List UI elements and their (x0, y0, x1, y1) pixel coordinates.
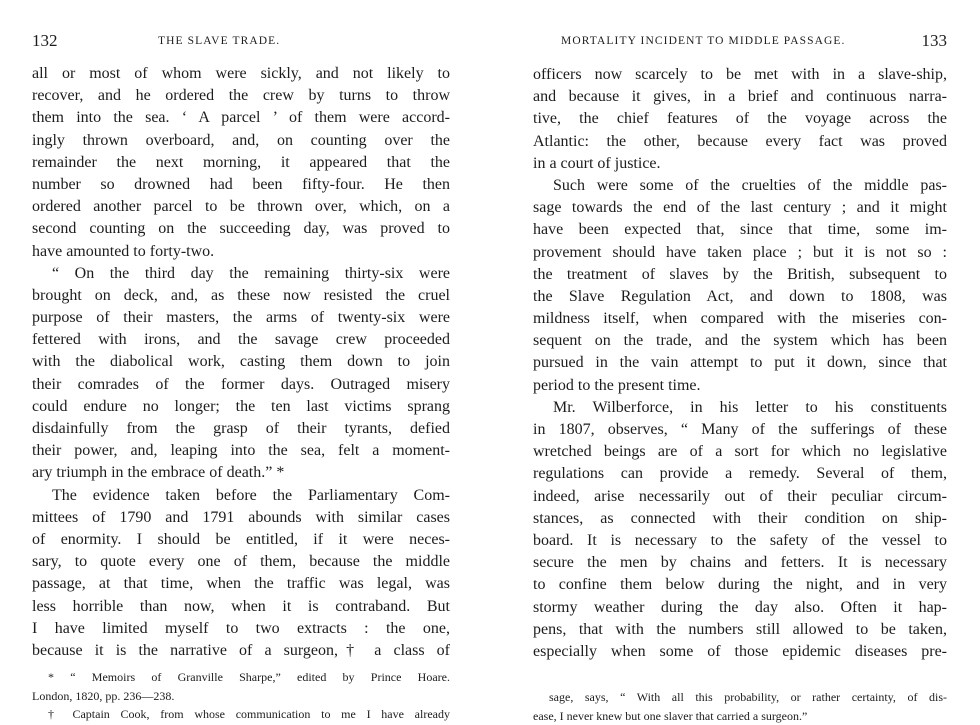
page-number: 132 (32, 31, 58, 51)
text-line: I have limited myself to two extracts : the one, (32, 618, 450, 640)
text-line: because it is the narrative of a surgeon,† a class of (32, 640, 450, 662)
text-line: period to the present time. (533, 375, 947, 397)
text-line: brought on deck, and, as these now resisted the cruel (32, 285, 450, 307)
text-line: stances, as connected with their condition on ship- (533, 508, 947, 530)
footnote-line: sage, says, “ With all this probability, or rather certainty, of dis- (533, 688, 947, 707)
text-line: purpose of their masters, the arms of twenty-six were (32, 307, 450, 329)
text-line: pursued in the vain attempt to put it down, since that (533, 352, 947, 374)
text-line: pens, that with the numbers still allowed to be taken, (533, 619, 947, 641)
text-line: especially when some of those epidemic diseases pre- (533, 641, 947, 663)
text-line: sary, to quote every one of them, because the middle (32, 551, 450, 573)
right-page (533, 0, 947, 724)
footnote-line: * “ Memoirs of Granville Sharpe,” edited by Prince Hoare. (32, 668, 450, 687)
text-line: ordered another parcel to be thrown over, which, on a (32, 196, 450, 218)
text-line: have amounted to forty-two. (32, 241, 450, 263)
footnote-line: London, 1820, pp. 236—238. (32, 687, 450, 706)
text-line: with the diabolical work, casting them down to join (32, 351, 450, 373)
body-text (32, 63, 450, 662)
text-line: Atlantic: the other, because every fact was proved (533, 131, 947, 153)
footnotes (32, 668, 450, 724)
text-line: officers now scarcely to be met with in a slave-ship, (533, 64, 947, 86)
body-text (533, 64, 947, 663)
text-line: all or most of whom were sickly, and not likely to (32, 63, 450, 85)
text-line: less horrible than now, when it is contraband. But (32, 596, 450, 618)
text-line: mittees of 1790 and 1791 abounds with similar cases (32, 507, 450, 529)
text-line: passage, at that time, when the traffic was legal, was (32, 573, 450, 595)
text-line: recover, and he ordered the crew by turns to throw (32, 85, 450, 107)
running-head (32, 31, 450, 53)
text-line: sequent on the trade, and the system which has been (533, 330, 947, 352)
text-line: stormy weather during the day also. Often it hap- (533, 597, 947, 619)
text-line: to confine them below during the night, and in very (533, 574, 947, 596)
text-line: disdainfully from the grasp of their tyrants, defied (32, 418, 450, 440)
text-line: indeed, arise necessarily out of their peculiar circum- (533, 486, 947, 508)
text-line: provement should have taken place ; but it is not so : (533, 242, 947, 264)
text-line: the treatment of slaves by the British, subsequent to (533, 264, 947, 286)
page-number: 133 (922, 31, 948, 51)
text-line: board. It is necessary to the safety of the vessel to (533, 530, 947, 552)
text-line: Such were some of the cruelties of the middle pas- (533, 175, 947, 197)
footnotes (533, 688, 947, 725)
text-line: tive, the chief features of the voyage across the (533, 108, 947, 130)
text-line: remainder the next morning, it appeared that the (32, 152, 450, 174)
running-title: MORTALITY INCIDENT TO MIDDLE PASSAGE. (561, 35, 846, 47)
text-line: could endure no longer; the ten last victims sprang (32, 396, 450, 418)
text-line: sage towards the end of the last century ; and it might (533, 197, 947, 219)
running-title: THE SLAVE TRADE. (158, 35, 280, 47)
footnote-line: † Captain Cook, from whose communication to me I have already (32, 705, 450, 724)
text-line: wretched beings are of a sort for which no legislative (533, 441, 947, 463)
text-line: the Slave Regulation Act, and down to 1808, was (533, 286, 947, 308)
left-page (32, 0, 450, 724)
text-line: and because it gives, in a brief and continuous narra- (533, 86, 947, 108)
text-line: in a court of justice. (533, 153, 947, 175)
text-line: “ On the third day the remaining thirty-six were (32, 263, 450, 285)
running-head (533, 31, 947, 53)
text-line: regulations can provide a remedy. Several of them, (533, 463, 947, 485)
text-line: them into the sea. ‘ A parcel ’ of them were accord- (32, 107, 450, 129)
text-line: ingly thrown overboard, and, on counting over the (32, 130, 450, 152)
text-line: in 1807, observes, “ Many of the sufferings of these (533, 419, 947, 441)
text-line: have been expected that, since that time, some im- (533, 219, 947, 241)
text-line: mildness itself, when compared with the miseries con- (533, 308, 947, 330)
text-line: second counting on the succeeding day, was proved to (32, 218, 450, 240)
text-line: fettered with irons, and the savage crew proceeded (32, 329, 450, 351)
text-line: their comrades of the former days. Outraged misery (32, 374, 450, 396)
text-line: secure the men by chains and fetters. It is necessary (533, 552, 947, 574)
text-line: their power, and, leaping into the sea, felt a moment- (32, 440, 450, 462)
text-line: number so drowned had been fifty-four. He then (32, 174, 450, 196)
text-line: Mr. Wilberforce, in his letter to his constituents (533, 397, 947, 419)
text-line: ary triumph in the embrace of death.” * (32, 462, 450, 484)
text-line: of enormity. I should be entitled, if it were neces- (32, 529, 450, 551)
footnote-line: ease, I never knew but one slaver that carried a surgeon.” (533, 707, 947, 725)
text-line: The evidence taken before the Parliamentary Com- (32, 485, 450, 507)
